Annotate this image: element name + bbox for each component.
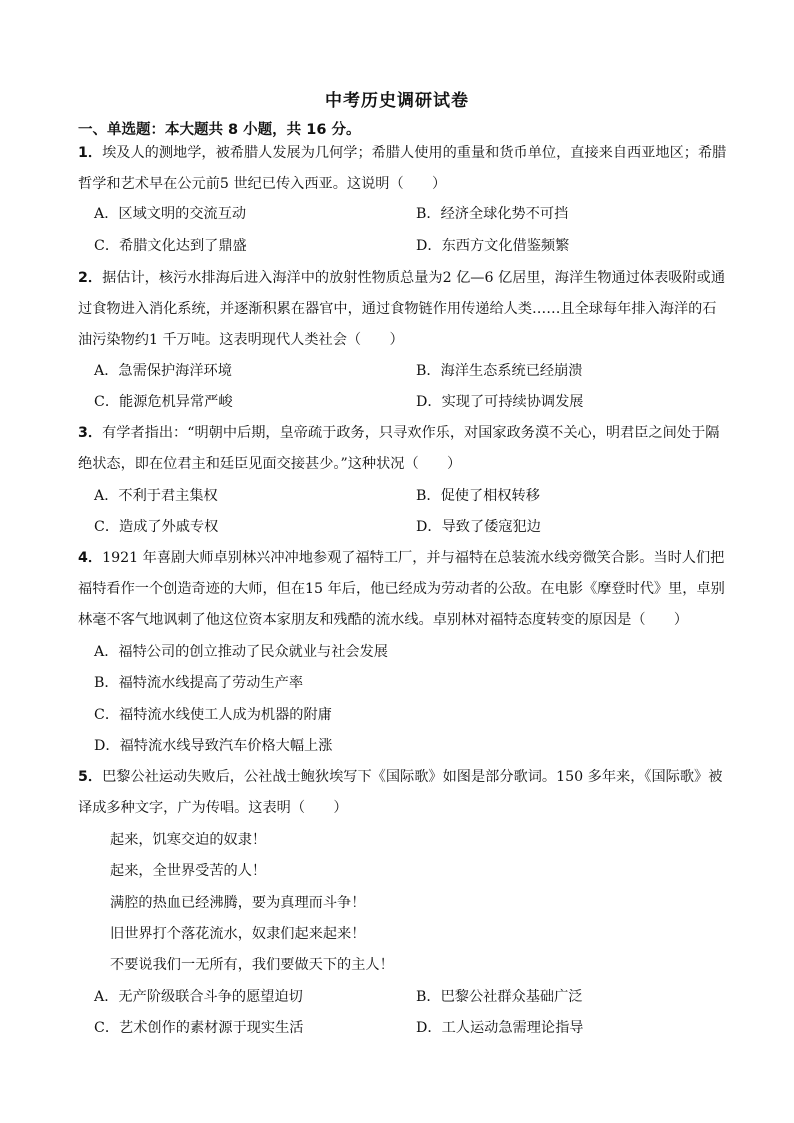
option-a[interactable]: A．不利于君主集权 [94, 488, 218, 504]
page-title: 中考历史调研试卷 [325, 91, 469, 111]
option-a[interactable]: A．无产阶级联合斗争的愿望迫切 [94, 989, 303, 1005]
option-c[interactable]: C．艺术创作的素材源于现实生活 [94, 1020, 304, 1036]
option-b[interactable]: B．促使了相权转移 [416, 488, 540, 504]
question-stem: 1921 年喜剧大师卓别林兴冲冲地参观了福特工厂，并与福特在总装流水线旁微笑合影。当时人们把福特看作一个创造奇迹的大师，但在15 年后，他已经成为劳动者的公敌。在电影《摩登时代》里，卓别林毫不客气地讽刺了他这位资本家朋友和残酷的流水线。卓别林对福特态度转变的原因是（ ） [78, 550, 725, 628]
question-number: 1． [78, 145, 103, 161]
question-3 [78, 418, 728, 480]
option-d[interactable]: D．导致了倭寇犯边 [416, 519, 541, 535]
question-stem: 巴黎公社运动失败后，公社战士鲍狄埃写下《国际歌》如图是部分歌词。150 多年来，《国际歌》被译成多种文字，广为传唱。这表明（ ） [78, 769, 723, 816]
question-stem: 埃及人的测地学，被希腊人发展为几何学；希腊人使用的重量和货币单位，直接来自西亚地区；希腊哲学和艺术早在公元前5 世纪已传入西亚。这说明（ ） [78, 145, 727, 192]
option-a[interactable]: A．急需保护海洋环境 [94, 363, 232, 379]
option-d[interactable]: D．东西方文化借鉴频繁 [416, 238, 570, 254]
lyric-line: 满腔的热血已经沸腾，要为真理而斗争！ [110, 895, 366, 911]
option-b[interactable]: B．巴黎公社群众基础广泛 [416, 989, 583, 1005]
question-2 [78, 263, 728, 356]
question-number: 2． [78, 270, 103, 286]
lyric-line: 起来，全世界受苦的人！ [110, 863, 267, 879]
option-a[interactable]: A．福特公司的创立推动了民众就业与社会发展 [94, 644, 388, 660]
option-c[interactable]: C．希腊文化达到了鼎盛 [94, 238, 247, 254]
option-c[interactable]: C．能源危机异常严峻 [94, 394, 233, 410]
option-b[interactable]: B．海洋生态系统已经崩溃 [416, 363, 583, 379]
question-stem: 据估计，核污水排海后进入海洋中的放射性物质总量为2 亿—6 亿居里，海洋生物通过体表吸附或通过食物进入消化系统，并逐渐积累在器官中，通过食物链作用传递给人类……且全球每年排入海洋的石油污染物约1 千万吨。这表明现代人类社会（ ） [78, 270, 726, 348]
option-b[interactable]: B．福特流水线提高了劳动生产率 [94, 675, 304, 691]
question-5 [78, 762, 728, 824]
question-number: 4． [78, 550, 103, 566]
option-c[interactable]: C．造成了外戚专权 [94, 519, 219, 535]
option-d[interactable]: D．实现了可持续协调发展 [416, 394, 584, 410]
lyric-line: 起来，饥寒交迫的奴隶！ [110, 832, 267, 848]
option-d[interactable]: D．福特流水线导致汽车价格大幅上涨 [94, 738, 333, 754]
question-1 [78, 138, 728, 200]
option-a[interactable]: A．区域文明的交流互动 [94, 206, 247, 222]
lyric-line: 旧世界打个落花流水，奴隶们起来起来！ [110, 926, 366, 942]
option-b[interactable]: B．经济全球化势不可挡 [416, 206, 569, 222]
question-stem: 有学者指出：“明朝中后期，皇帝疏于政务，只寻欢作乐，对国家政务漠不关心，明君臣之间处于隔绝状态，即在位君主和廷臣见面交接甚少。”这种状况（ ） [78, 425, 720, 472]
question-number: 3． [78, 425, 103, 441]
option-c[interactable]: C．福特流水线使工人成为机器的附庸 [94, 707, 332, 723]
option-d[interactable]: D．工人运动急需理论指导 [416, 1020, 584, 1036]
question-number: 5． [78, 769, 103, 785]
lyric-line: 不要说我们一无所有，我们要做天下的主人！ [110, 957, 394, 973]
question-4 [78, 543, 728, 636]
section-heading: 一、单选题：本大题共 8 小题，共 16 分。 [78, 122, 361, 138]
